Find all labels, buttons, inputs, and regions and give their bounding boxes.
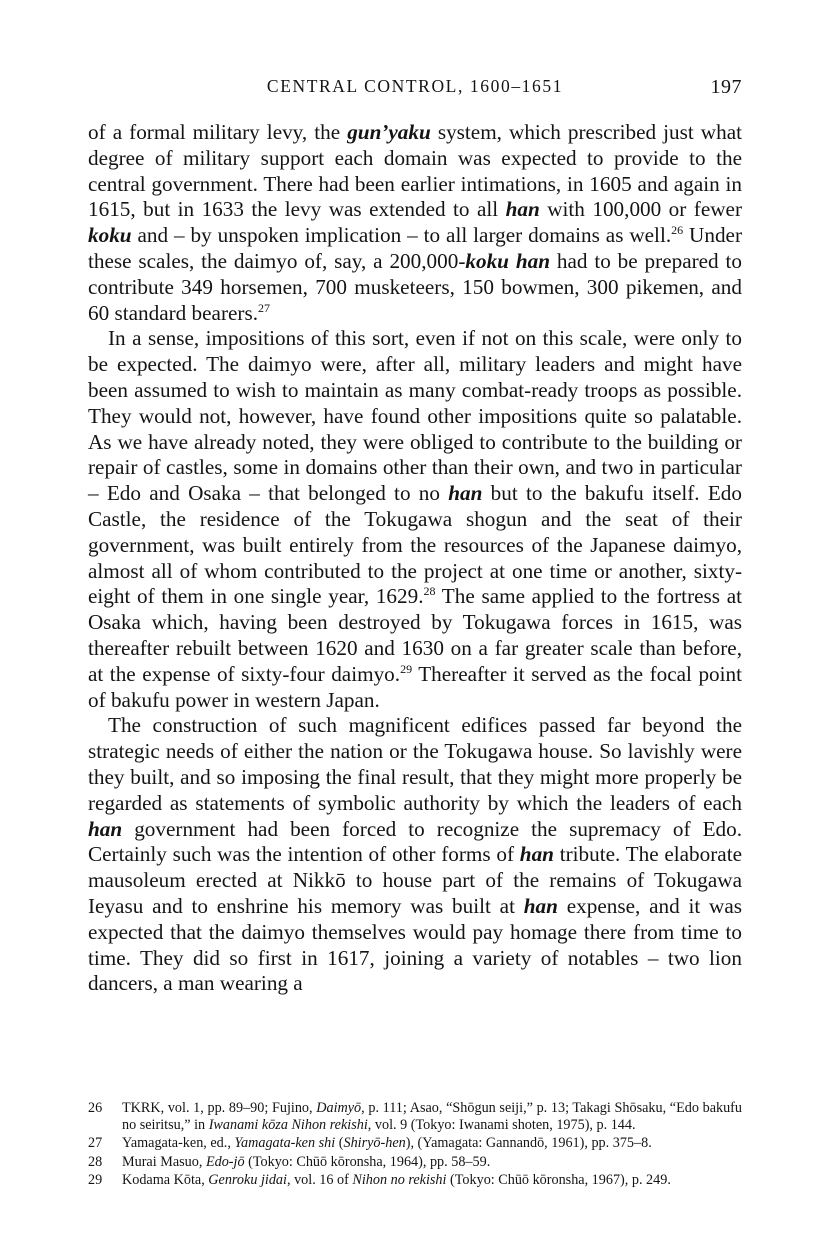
emphasized-term: koku	[88, 223, 132, 248]
emphasized-term: han	[448, 481, 483, 506]
text-run: ), (Yamagata: Gannandō, 1961), pp. 375–8.	[405, 1135, 652, 1152]
text-run: , vol. 16 of	[286, 1171, 353, 1188]
emphasized-term: Nihon no rekishi	[352, 1171, 447, 1188]
text-run: , p. 111; Asao, “Shōgun seiji,” p. 13; Takagi Shōsaku, “Edo bakufu no seiritsu,” in	[122, 1100, 742, 1134]
footnote-reference: 27	[258, 300, 271, 315]
footnote-number: 26	[88, 1100, 103, 1116]
emphasized-term: Yamagata-ken shi	[234, 1135, 336, 1152]
text-run: TKRK, vol. 1, pp. 89–90; Fujino,	[122, 1100, 317, 1116]
text-run: The same applied to the fortress at Osaka which, having been destroyed by Tokugawa forces in 1615, was thereafter rebuilt between 1620 and 1630 on a far greater scale than before, at the expense of sixty-four daimyo.	[88, 584, 743, 686]
emphasized-term: Shiryō-hen	[343, 1135, 406, 1152]
text-run: with 100,000 or fewer	[539, 197, 742, 222]
text-run: The construction of such magnificent edifices passed far beyond the strategic needs of either the nation or the Tokugawa house. So lavishly were they built, and so imposing the final result, that they might more properly be regarded as statements of symbolic authority by which the leaders of each	[88, 713, 742, 815]
text-run: (Tokyo: Chūō kōronsha, 1967), p. 249.	[446, 1171, 671, 1188]
page-number: 197	[710, 76, 742, 98]
paragraph	[88, 713, 742, 997]
emphasized-term: gun’yaku	[347, 120, 431, 144]
emphasized-term: han	[88, 816, 123, 841]
text-run: system, which prescribed just what degree of military support each domain was expected to provide to the central government. There had been earlier intimations, in 1605 and again in 1615, but in 1633 the levy was extended to all	[88, 120, 742, 222]
emphasized-term: han	[505, 197, 540, 222]
text-run: , vol. 9 (Tokyo: Iwanami shoten, 1975), p. 144.	[367, 1117, 636, 1134]
emphasized-term: Edo-jō	[205, 1153, 245, 1170]
emphasized-term: Iwanami kōza Nihon rekishi	[208, 1117, 368, 1134]
main-text	[88, 120, 742, 997]
footnote-reference: 29	[400, 661, 413, 676]
text-run: tribute. The elaborate mausoleum erected at Nikkō to house part of the remains of Tokugawa Ieyasu and to enshrine his memory was built at	[88, 842, 742, 918]
footnote-text	[122, 1172, 671, 1188]
emphasized-term: han	[523, 893, 558, 918]
text-run: Kodama Kōta,	[122, 1171, 209, 1188]
footnote-text	[122, 1154, 490, 1170]
emphasized-term: koku han	[465, 248, 550, 273]
footnotes	[88, 1100, 742, 1190]
page-header	[88, 76, 742, 100]
text-run: (	[335, 1135, 344, 1152]
paragraph	[88, 120, 742, 326]
text-run: In a sense, impositions of this sort, even if not on this scale, were only to be expected. The daimyo were, after all, military leaders and might have been assumed to wish to maintain as many combat-ready troops as possible. They would not, however, have found other impositions quite so palatable. As we have already noted, they were obliged to contribute to the building or repair of castles, some in domains other than their own, and two in particular – Edo and Osaka – that belonged to no	[88, 326, 742, 506]
text-run: had to be prepared to contribute 349 horsemen, 700 musketeers, 150 bowmen, 300 pikemen, and 60 standard bearers.	[88, 248, 743, 325]
footnote	[88, 1100, 742, 1134]
text-run: but to the bakufu itself. Edo Castle, the residence of the Tokugawa shogun and the seat of their government, was built entirely from the resources of the Japanese daimyo, almost all of whom contributed to the project at one time or another, sixty-eight of them in one single year, 1629.	[88, 481, 742, 609]
text-run: (Tokyo: Chūō kōronsha, 1964), pp. 58–59.	[244, 1153, 491, 1170]
paragraph	[88, 326, 742, 713]
footnote	[88, 1172, 742, 1189]
emphasized-term: Daimyō	[316, 1100, 362, 1116]
text-run: Thereafter it served as the focal point of bakufu power in western Japan.	[88, 661, 742, 712]
text-run: and – by unspoken implication – to all larger domains as well.	[131, 223, 672, 248]
footnote-reference: 28	[423, 584, 436, 599]
emphasized-term: han	[519, 842, 554, 867]
text-run: Murai Masuo,	[122, 1153, 206, 1170]
footnote-number: 28	[88, 1153, 103, 1170]
text-run: government had been forced to recognize the supremacy of Edo. Certainly such was the intention of other forms of	[88, 816, 742, 867]
footnote-number: 27	[88, 1135, 103, 1152]
running-head: CENTRAL CONTROL, 1600–1651	[266, 76, 564, 96]
text-run: expense, and it was expected that the daimyo themselves would pay homage there from time to time. They did so first in 1617, joining a variety of notables – two lion dancers, a man wearing a	[88, 893, 742, 996]
text-run: Under these scales, the daimyo of, say, a 200,000-	[88, 223, 743, 273]
footnote-reference: 26	[671, 223, 684, 238]
text-run: Yamagata-ken, ed.,	[122, 1135, 235, 1152]
footnote	[88, 1154, 742, 1171]
footnote-number: 29	[88, 1171, 103, 1188]
footnote	[88, 1135, 742, 1152]
emphasized-term: Genroku jidai	[208, 1171, 287, 1188]
text-run: of a formal military levy, the	[88, 120, 348, 144]
footnote-text	[122, 1135, 652, 1151]
footnote-text	[122, 1100, 742, 1133]
